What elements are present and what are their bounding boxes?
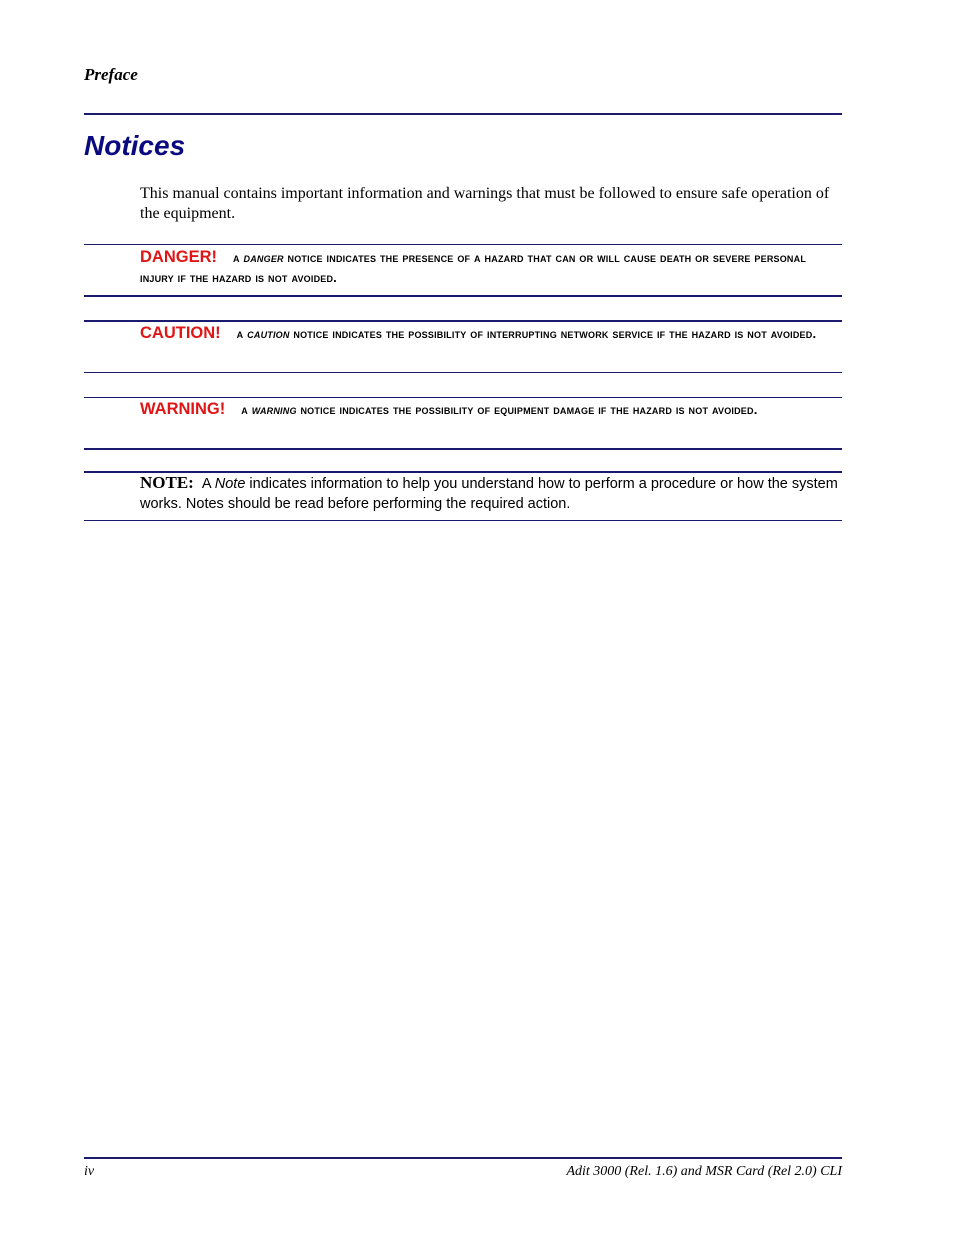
warning-text: a warning notice indicates the possibility of equipment damage if the hazard is not avoided. (241, 402, 758, 417)
warning-keyword: warning (251, 402, 297, 417)
running-header: Preface (84, 65, 138, 84)
warning-label: WARNING! (140, 400, 226, 418)
note-block: NOTE: A Note indicates information to help you understand how to perform a procedure or how the system works. Notes should be read before performing the required action. (140, 473, 838, 512)
intro-paragraph: This manual contains important information and warnings that must be followed to ensure safe operation of the equipment. (140, 185, 830, 222)
note-label: NOTE: (140, 473, 194, 492)
footer-doc-title: Adit 3000 (Rel. 1.6) and MSR Card (Rel 2.0) CLI (566, 1164, 842, 1179)
caution-label: CAUTION! (140, 324, 221, 342)
danger-label: DANGER! (140, 248, 217, 266)
danger-text: a danger notice indicates the presence of a hazard that can or will cause death or severe personal injury if the hazard is not avoided. (140, 250, 807, 285)
caution-top-rule (84, 320, 842, 322)
header-rule (84, 113, 842, 115)
footer-rule (84, 1157, 842, 1159)
danger-keyword: danger (243, 250, 284, 265)
caution-bottom-rule (84, 372, 842, 373)
caution-text: a caution notice indicates the possibility of interrupting network service if the hazard is not avoided. (236, 326, 817, 341)
note-bottom-rule (84, 520, 842, 521)
note-text: indicates information to help you understand how to perform a procedure or how the system works. Notes should be read before performing the required action. (140, 476, 838, 512)
warning-top-rule (84, 397, 842, 398)
note-keyword: Note (214, 476, 246, 492)
warning-bottom-rule (84, 448, 842, 450)
danger-notice (140, 247, 840, 288)
page-title: Notices (84, 130, 186, 161)
danger-bottom-rule (84, 295, 842, 297)
caution-keyword: caution (247, 326, 290, 341)
caution-notice (140, 323, 840, 344)
warning-notice (140, 399, 840, 420)
page-number: iv (84, 1164, 95, 1179)
danger-top-rule (84, 244, 842, 245)
